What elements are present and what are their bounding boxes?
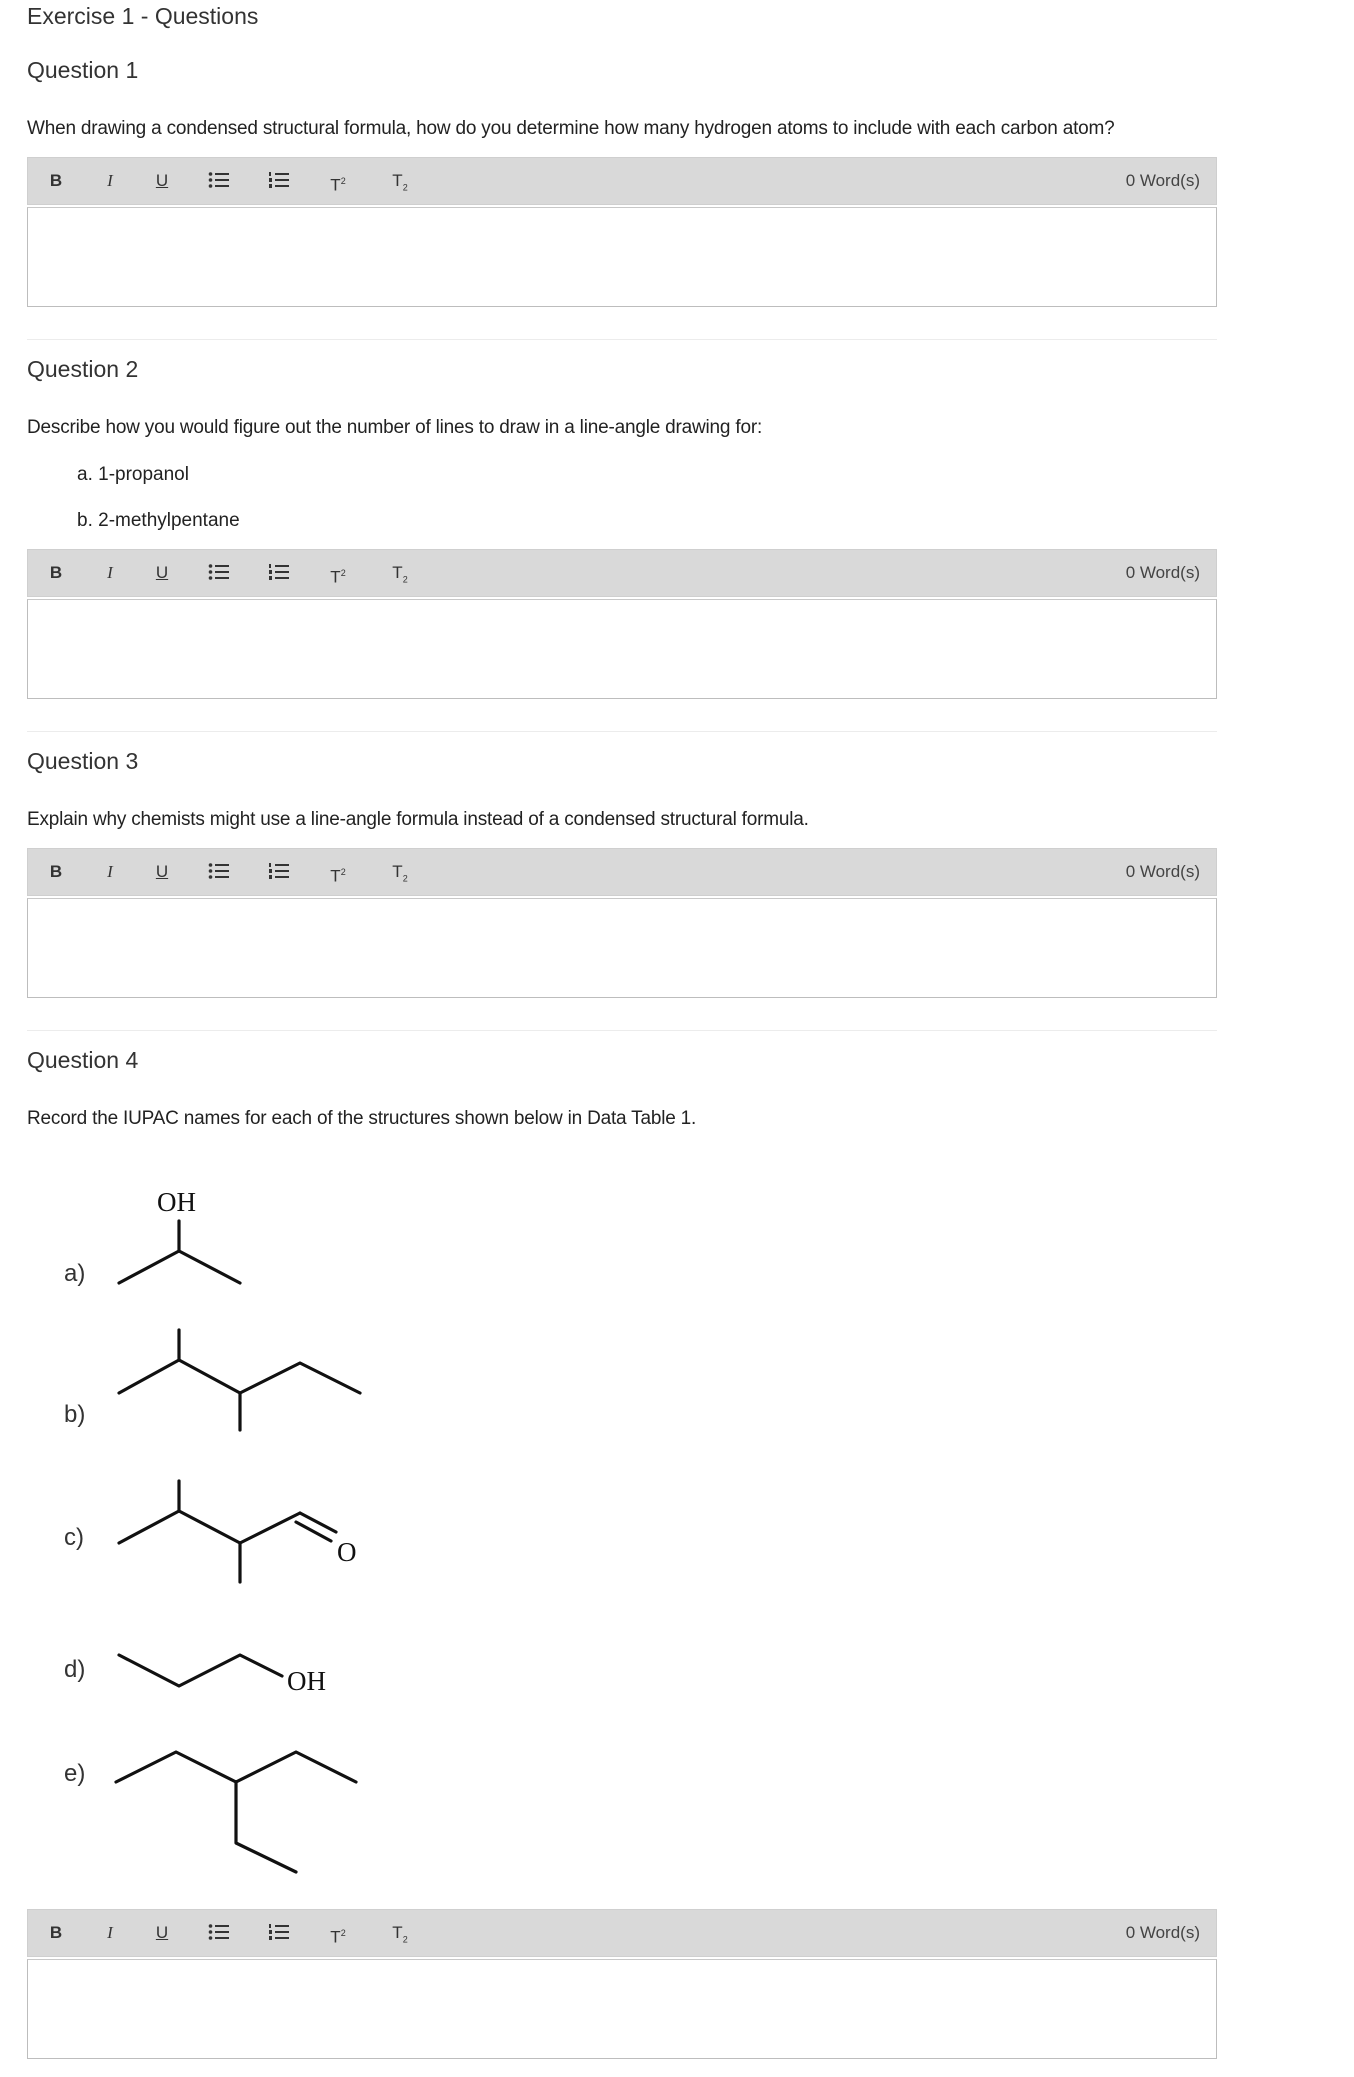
superscript-label: T [330,866,341,886]
bold-button[interactable]: B [49,171,63,190]
question-1-heading: Question 1 [27,57,139,83]
structure-a-atom-oh: OH [157,1187,196,1217]
numbered-list-button[interactable] [268,1921,290,1945]
question-4-text: Record the IUPAC names for each of the structures shown below in Data Table 1. [27,1108,697,1129]
subscript-mark: 2 [402,574,408,585]
question-3-heading: Question 3 [27,748,139,774]
structure-e [116,1752,356,1872]
superscript-label: T [330,567,341,587]
structure-d-atom-oh: OH [287,1666,326,1696]
question-4-heading: Question 4 [27,1047,139,1073]
subscript-button[interactable] [390,1921,410,1945]
italic-button[interactable]: I [107,171,113,190]
subscript-label: T [392,563,403,582]
subscript-label: T [392,862,403,881]
subscript-label: T [392,171,403,190]
word-count: 0 Word(s) [1125,171,1200,190]
bullet-list-icon [208,1923,230,1941]
structure-label-d: d) [64,1656,86,1683]
word-count: 0 Word(s) [1125,1923,1200,1942]
bold-button[interactable]: B [49,862,63,881]
question-1-text: When drawing a condensed structural formula, how do you determine how many hydrogen atoms to include with each carbon atom? [27,118,1115,139]
subscript-mark: 2 [402,182,408,193]
subscript-mark: 2 [402,1934,408,1945]
superscript-label: T [330,1927,341,1947]
underline-button[interactable]: U [155,171,169,190]
question-2-text: Describe how you would figure out the number of lines to draw in a line-angle drawing for: [27,417,763,438]
word-count: 0 Word(s) [1125,862,1200,881]
editor-toolbar [27,1909,1217,1957]
superscript-button[interactable] [328,1921,348,1945]
structure-b [119,1330,360,1430]
superscript-mark: 2 [340,1928,346,1938]
question-2-item-b: b. 2-methylpentane [77,510,240,531]
underline-button[interactable]: U [155,563,169,582]
answer-editor-4 [27,1909,1217,2059]
superscript-label: T [330,175,341,195]
numbered-list-icon [268,1923,290,1941]
structure-c-atom-o: O [337,1537,357,1567]
superscript-mark: 2 [340,176,346,186]
superscript-mark: 2 [340,568,346,578]
page-title: Exercise 1 - Questions [27,3,259,29]
structure-c [119,1481,336,1582]
underline-button[interactable]: U [155,1923,169,1942]
subscript-label: T [392,1923,403,1942]
structure-label-e: e) [64,1760,86,1787]
word-count: 0 Word(s) [1125,563,1200,582]
italic-button[interactable]: I [107,862,113,881]
answer-input-4[interactable] [27,1959,1217,2059]
structure-label-a: a) [64,1260,86,1287]
underline-button[interactable]: U [155,862,169,881]
structure-d [119,1655,282,1686]
structure-a [119,1221,240,1283]
structure-label-b: b) [64,1401,86,1428]
superscript-mark: 2 [340,867,346,877]
bold-button[interactable]: B [49,563,63,582]
italic-button[interactable]: I [107,563,113,582]
subscript-mark: 2 [402,873,408,884]
italic-button[interactable]: I [107,1923,113,1942]
question-3-text: Explain why chemists might use a line-angle formula instead of a condensed structural formula. [27,809,809,830]
chemical-structures [0,0,420,1900]
question-2-heading: Question 2 [27,356,139,382]
question-2-item-a: a. 1-propanol [77,464,189,485]
bullet-list-button[interactable] [208,1921,230,1945]
structure-label-c: c) [64,1524,84,1551]
bold-button[interactable]: B [49,1923,63,1942]
